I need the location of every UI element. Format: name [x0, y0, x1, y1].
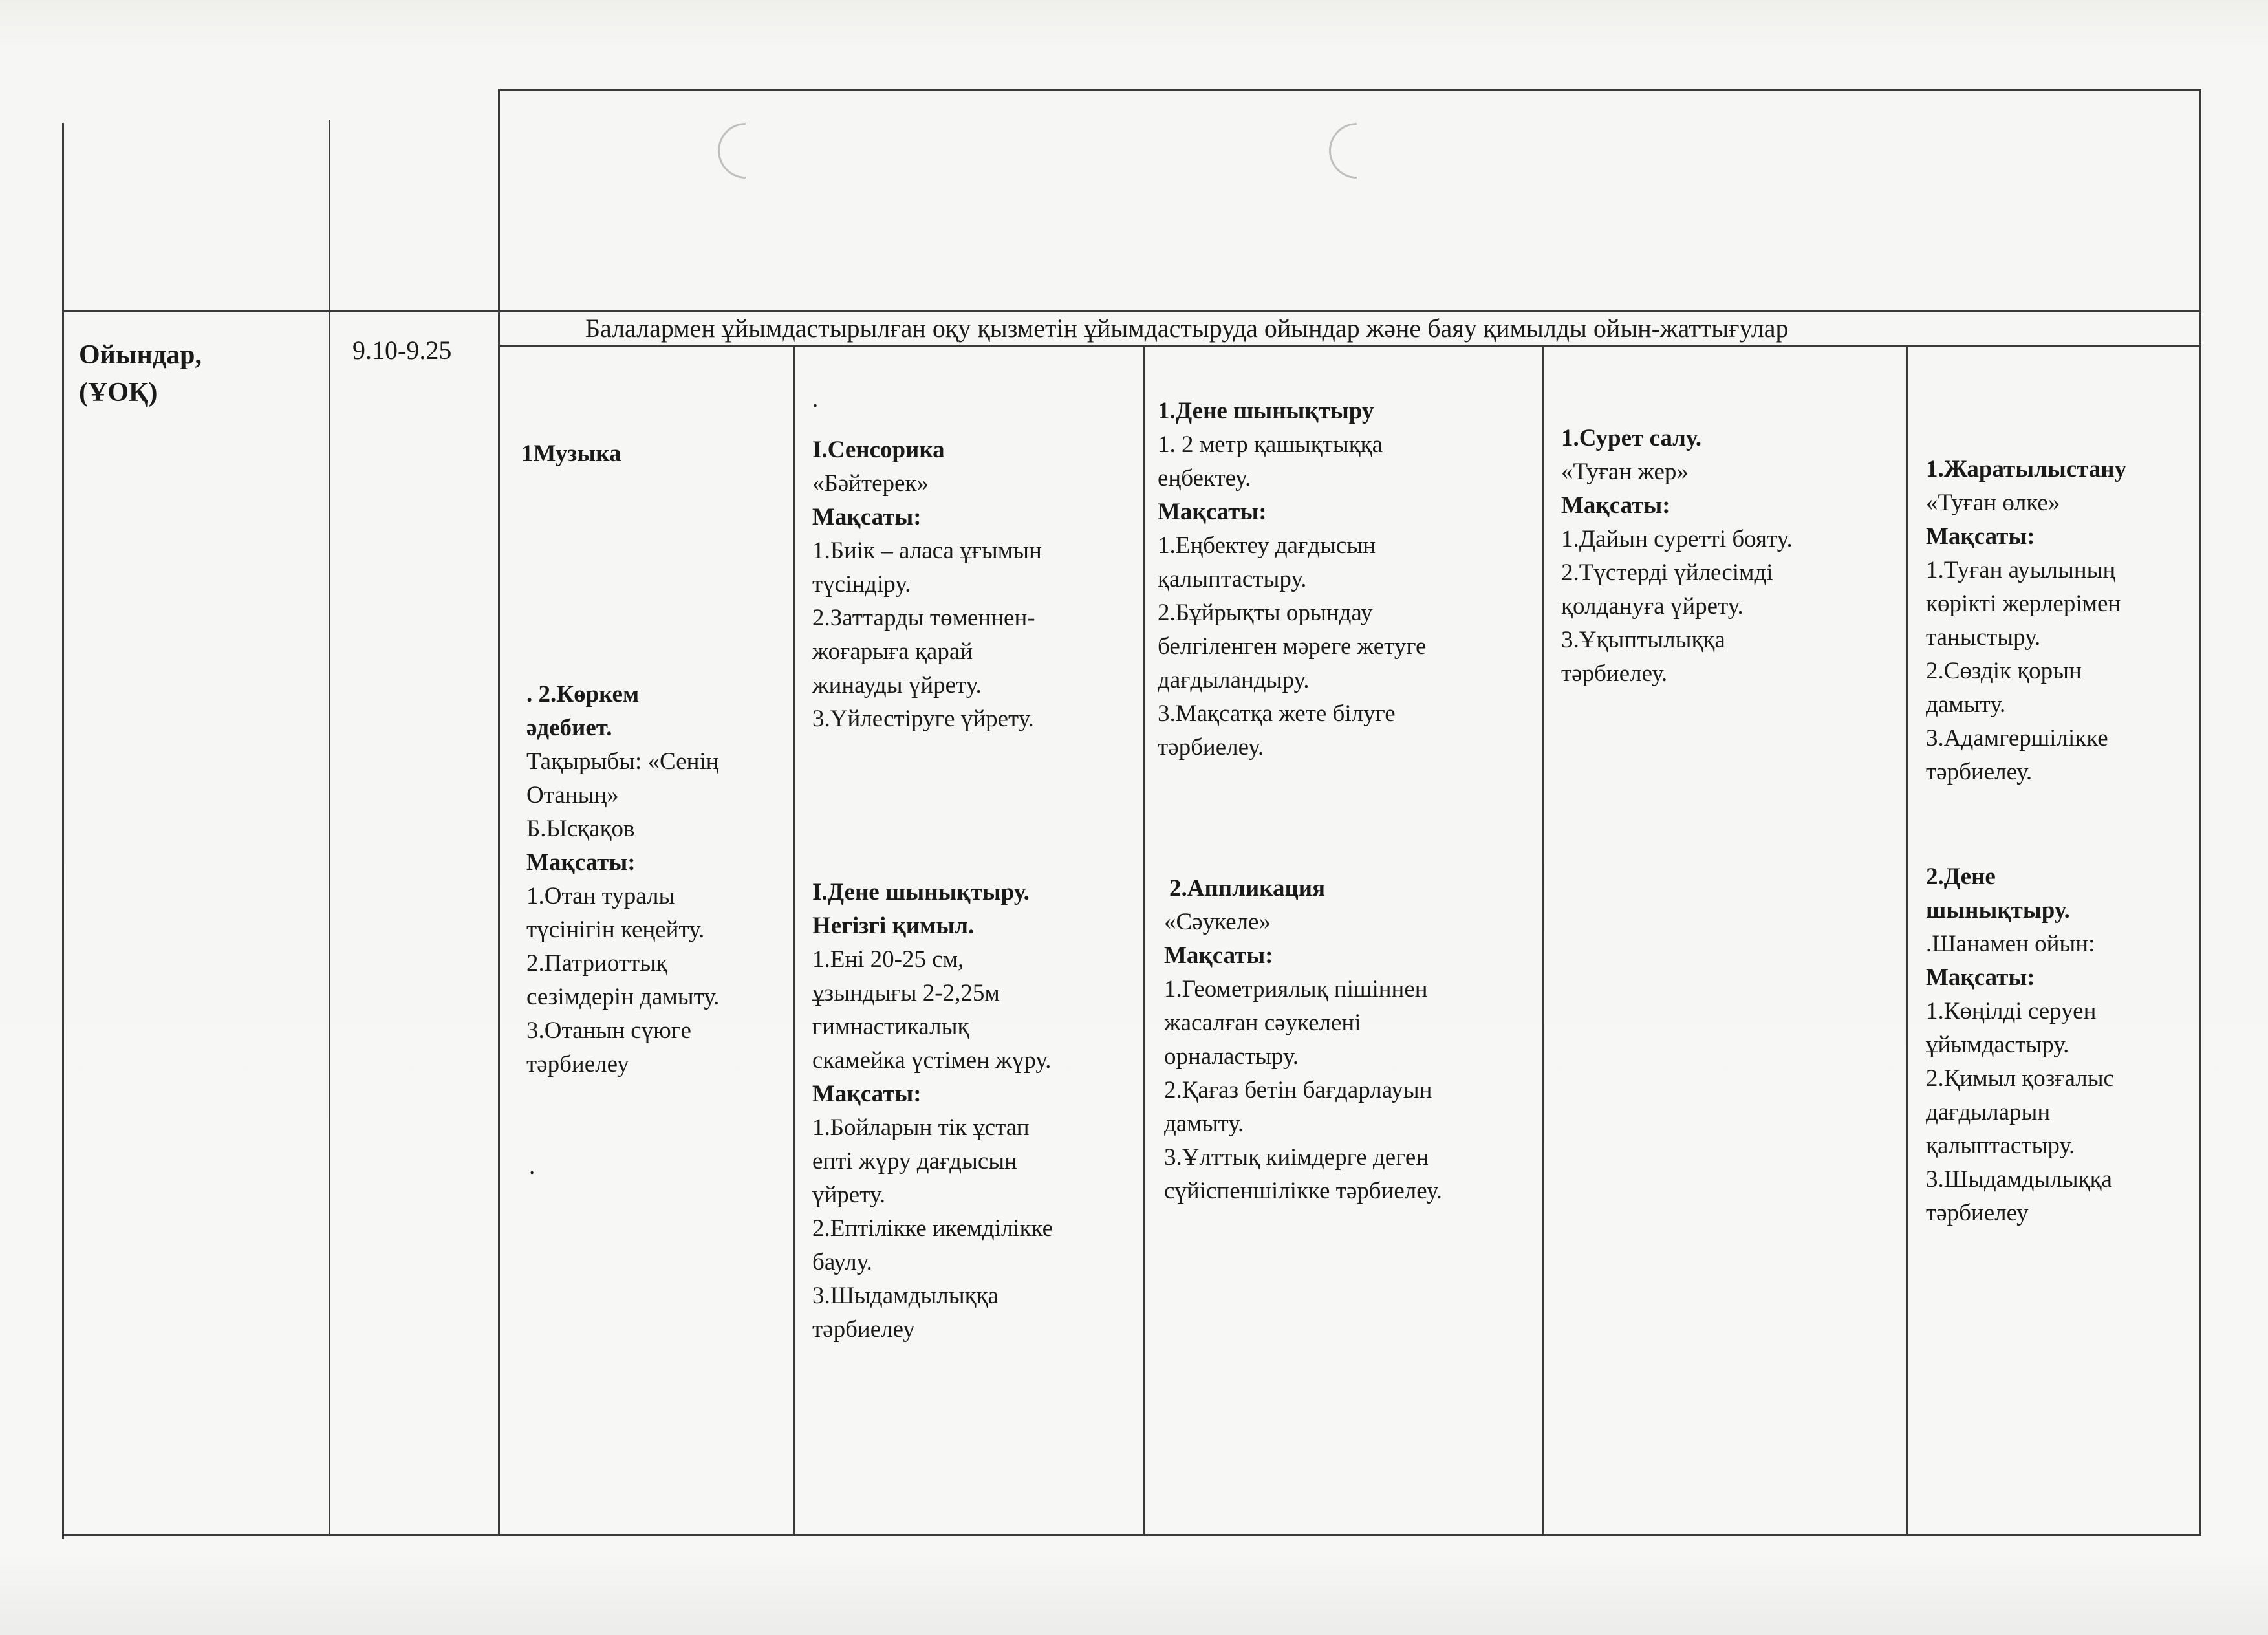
col2-a-goal-2c: жинауды үйрету. [812, 672, 982, 698]
col5-nature-sub: «Туған өлке» [1926, 490, 2060, 516]
col1-author: Б.Ысқақов [526, 816, 635, 842]
col2-sensorics [812, 433, 1042, 736]
row-label [79, 336, 202, 411]
col2-b-line-2: ұзындығы 2-2,25м [812, 980, 1000, 1006]
col4-title: 1.Сурет салу. [1561, 425, 1701, 451]
col4-goal-1: 1.Дайын суретті бояту. [1561, 526, 1793, 552]
col2-pe [812, 876, 1053, 1347]
col5-b-goal-1b: ұйымдастыру. [1926, 1032, 2069, 1058]
col3-b-goal-1c: орналастыру. [1164, 1043, 1299, 1070]
col5-pe-sub: .Шанамен ойын: [1926, 931, 2095, 957]
col5-nature-title: 1.Жаратылыстану [1926, 456, 2127, 482]
col3-b-goal-3: 3.Ұлттық киімдерге деген [1164, 1144, 1429, 1171]
grid-col-divider-4 [1906, 346, 1908, 1536]
grid-left-border [62, 123, 64, 1539]
col5-b-goal-3: 3.Шыдамдылыққа [1926, 1166, 2112, 1193]
col3-b-goal-2b: дамыту. [1164, 1110, 1244, 1137]
col3-a-goal-3: 3.Мақсатқа жете білуге [1158, 700, 1396, 727]
col5-b-goal-2b: дағдыларын [1926, 1099, 2051, 1125]
col2-b-goal-1c: үйрету. [812, 1182, 885, 1208]
col1-literature-title-2: әдебиет. [526, 715, 612, 741]
col2-pe-sub: Негізгі қимыл. [812, 913, 975, 939]
col3-a-line-2: еңбектеу. [1158, 465, 1251, 492]
grid-col-divider-1 [793, 346, 795, 1536]
row-label-line2: (ҰОҚ) [79, 378, 158, 407]
col1-literature-title-1: . 2.Көркем [526, 681, 640, 708]
grid-col-divider-2 [1143, 346, 1145, 1536]
col3-b-goal-1b: жасалған сәукелені [1164, 1010, 1361, 1036]
grid-top-border [498, 89, 2201, 91]
col2-b-line-1: 1.Ені 20-25 см, [812, 946, 964, 973]
col5-a-goal-2b: дамыту. [1926, 691, 2006, 718]
col5-pe-title-1 [1926, 860, 2114, 894]
col2-pe-title: І.Дене шынықтыру. [812, 879, 1030, 905]
col5-a-goal-1b: көрікті жерлерімен [1926, 590, 2121, 617]
col2-b-goal-2b: баулу. [812, 1249, 872, 1275]
col1-goals-label: Мақсаты: [526, 849, 636, 876]
col1-goal-1b: түсінігін кеңейту. [526, 916, 705, 943]
col3-a-goal-2b: белгіленген мәреге жетуге [1158, 633, 1427, 660]
col3-a-goal-3b: тәрбиелеу. [1158, 734, 1264, 761]
col5-nature [1926, 453, 2126, 789]
section-header: Балалармен ұйымдастырылған оқу қызметін ұйымдастыруда ойындар және баяу қимылды ойын-жаттығулар [585, 314, 1789, 343]
col2-b-line-4: скамейка үстімен жүру. [812, 1047, 1052, 1074]
col5-a-goal-1: 1.Туған ауылының [1926, 557, 2116, 583]
col3-a-goal-2: 2.Бұйрықты орындау [1158, 600, 1373, 626]
col2-a-goal-2b: жоғарыға қарай [812, 638, 973, 665]
col2-a-goal-1b: түсіндіру. [812, 571, 911, 598]
col5-b-goal-3b: тәрбиелеу [1926, 1200, 2029, 1226]
col3-pe [1158, 395, 1426, 764]
col2-a-goal-2: 2.Заттарды төменнен- [812, 605, 1035, 631]
col5-goals-label-b: Мақсаты: [1926, 964, 2035, 991]
col2-dot: . [812, 386, 819, 413]
col4-goal-2: 2.Түстерді үйлесімді [1561, 559, 1773, 586]
col1-dot: . [529, 1153, 535, 1180]
col4-goal-3b: тәрбиелеу. [1561, 660, 1668, 687]
col2-b-goal-1: 1.Бойларын тік ұстап [812, 1114, 1030, 1141]
col1-goal-3b: тәрбиелеу [526, 1051, 629, 1077]
col1-music-title: 1Музыка [521, 440, 621, 467]
grid-right-border [2199, 89, 2201, 1534]
col1-goal-2: 2.Патриоттық [526, 950, 668, 977]
col2-b-goal-1b: епті жүру дағдысын [812, 1148, 1017, 1175]
col3-applique-title: 2.Аппликация [1169, 875, 1326, 902]
col4-goal-2b: қолдануға үйрету. [1561, 593, 1744, 620]
col1-goal-3: 3.Отанын сүюге [526, 1017, 691, 1044]
col5-pe-title-text-1: 2.Дене [1926, 863, 1996, 890]
col2-goals-label-a: Мақсаты: [812, 504, 922, 530]
col1-topic-2: Отаның» [526, 782, 619, 808]
col5-b-goal-2c: қалыптастыру. [1926, 1132, 2075, 1159]
row-label-line1: Ойындар, [79, 340, 202, 370]
col5-pe-title-2: шынықтыру. [1926, 897, 2070, 924]
col2-b-goal-3: 3.Шыдамдылыққа [812, 1283, 999, 1309]
col3-a-goal-2c: дағдыландыру. [1158, 667, 1310, 693]
col1-literature [526, 678, 719, 1081]
time-cell: 9.10-9.25 [352, 336, 452, 365]
col3-b-goal-1: 1.Геометриялық пішіннен [1164, 976, 1428, 1002]
col3-b-goal-3b: сүйіспеншілікке тәрбиелеу. [1164, 1178, 1442, 1204]
grid-col-content-divider [498, 91, 500, 1536]
col3-goals-label-a: Мақсаты: [1158, 499, 1267, 525]
col2-goals-label-b: Мақсаты: [812, 1081, 922, 1107]
col4-sub: «Туған жер» [1561, 459, 1689, 485]
col4-goal-3: 3.Ұқыптылыққа [1561, 627, 1725, 653]
col4-goals-label: Мақсаты: [1561, 492, 1670, 519]
col1-topic: Тақырыбы: «Сенің [526, 748, 719, 775]
col5-a-goal-2: 2.Сөздік қорын [1926, 658, 2082, 684]
col3-b-goal-2: 2.Қағаз бетін бағдарлауын [1164, 1077, 1432, 1103]
grid-col-divider-3 [1542, 346, 1544, 1536]
col2-b-goal-3b: тәрбиелеу [812, 1316, 915, 1343]
col2-sensorics-title: І.Сенсорика [812, 437, 945, 463]
col3-applique [1164, 872, 1442, 1208]
col1-goal-2b: сезімдерін дамыту. [526, 984, 720, 1010]
col2-b-line-3: гимнастикалық [812, 1013, 969, 1040]
col3-a-goal-1: 1.Еңбектеу дағдысын [1158, 532, 1376, 559]
col5-b-goal-1: 1.Көңілді серуен [1926, 998, 2097, 1024]
grid-bottom-border [63, 1534, 2201, 1536]
col1-goal-1: 1.Отан туралы [526, 883, 675, 909]
col5-a-goal-3: 3.Адамгершілікке [1926, 725, 2108, 752]
col3-goals-label-b: Мақсаты: [1164, 942, 1273, 969]
col2-b-goal-2: 2.Ептілікке икемділікке [812, 1215, 1053, 1242]
col5-b-goal-2: 2.Қимыл қозғалыс [1926, 1065, 2114, 1092]
grid-col-time-divider [329, 120, 330, 1536]
col4-drawing [1561, 422, 1793, 691]
col2-a-goal-1: 1.Биік – аласа ұғымын [812, 537, 1042, 564]
col3-a-goal-1b: қалыптастыру. [1158, 566, 1307, 592]
col3-a-line-1: 1. 2 метр қашықтыққа [1158, 431, 1383, 458]
col5-a-goal-3b: тәрбиелеу. [1926, 759, 2033, 785]
col3-pe-title: 1.Дене шынықтыру [1158, 398, 1374, 424]
col5-pe [1926, 860, 2114, 1230]
col2-a-goal-3: 3.Үйлестіруге үйрету. [812, 706, 1034, 732]
col5-a-goal-1c: таныстыру. [1926, 624, 2041, 651]
col5-goals-label-a: Мақсаты: [1926, 523, 2035, 550]
col2-sensorics-sub: «Бәйтерек» [812, 470, 929, 497]
col3-applique-sub: «Сәукеле» [1164, 909, 1271, 935]
